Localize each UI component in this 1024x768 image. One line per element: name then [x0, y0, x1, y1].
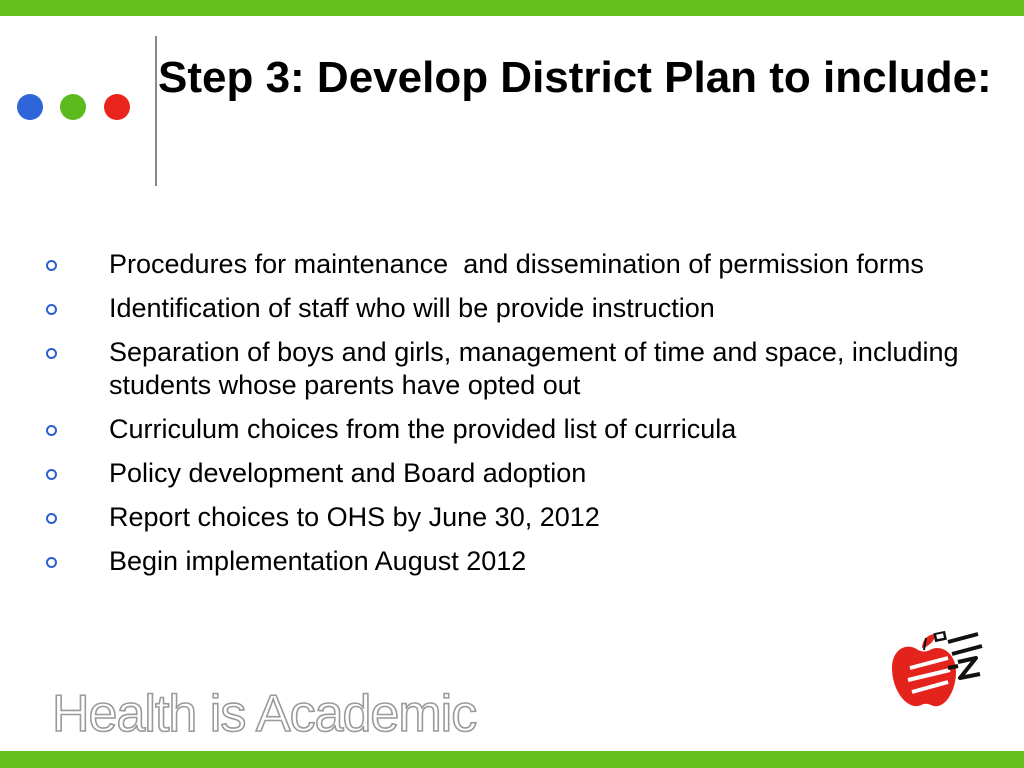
- red-dot-icon: [104, 94, 130, 120]
- bullet-item: [40, 336, 980, 402]
- bullet-item: [40, 545, 980, 578]
- apple-stem: [924, 638, 926, 650]
- bullet-item: [40, 501, 980, 534]
- bullet-circle-icon: [46, 348, 57, 359]
- bullet-text: Report choices to OHS by June 30, 2012: [109, 502, 600, 532]
- title-divider: [155, 36, 157, 186]
- top-green-bar: [0, 0, 1024, 16]
- bottom-green-bar: [0, 751, 1024, 768]
- bullet-item: [40, 248, 980, 281]
- apple-logo-icon: [888, 628, 988, 712]
- logo-stroke: [948, 634, 978, 642]
- bullet-list: [40, 248, 980, 589]
- bullet-item: [40, 457, 980, 490]
- bullet-circle-icon: [46, 425, 57, 436]
- bullet-item: [40, 292, 980, 325]
- slide-title: Step 3: Develop District Plan to include:: [158, 53, 992, 102]
- bullet-text: Policy development and Board adoption: [109, 458, 587, 488]
- green-dot-icon: [60, 94, 86, 120]
- bullet-circle-icon: [46, 513, 57, 524]
- logo-stroke: [948, 666, 958, 668]
- bullet-circle-icon: [46, 469, 57, 480]
- blue-dot-icon: [17, 94, 43, 120]
- bullet-text: Curriculum choices from the provided list of curricula: [109, 414, 737, 444]
- logo-stroke: [952, 646, 982, 654]
- bullet-text: Identification of staff who will be provide instruction: [109, 293, 715, 323]
- footer-brand: Health is Academic: [52, 685, 477, 743]
- logo-stroke: [958, 658, 980, 678]
- bullet-item: [40, 413, 980, 446]
- bullet-circle-icon: [46, 260, 57, 271]
- bullet-circle-icon: [46, 557, 57, 568]
- bullet-circle-icon: [46, 304, 57, 315]
- bullet-text: Separation of boys and girls, management of time and space, including students whose parents have opted out: [109, 337, 967, 400]
- bullet-text: Procedures for maintenance and dissemination of permission forms: [109, 249, 924, 279]
- bullet-text: Begin implementation August 2012: [109, 546, 527, 576]
